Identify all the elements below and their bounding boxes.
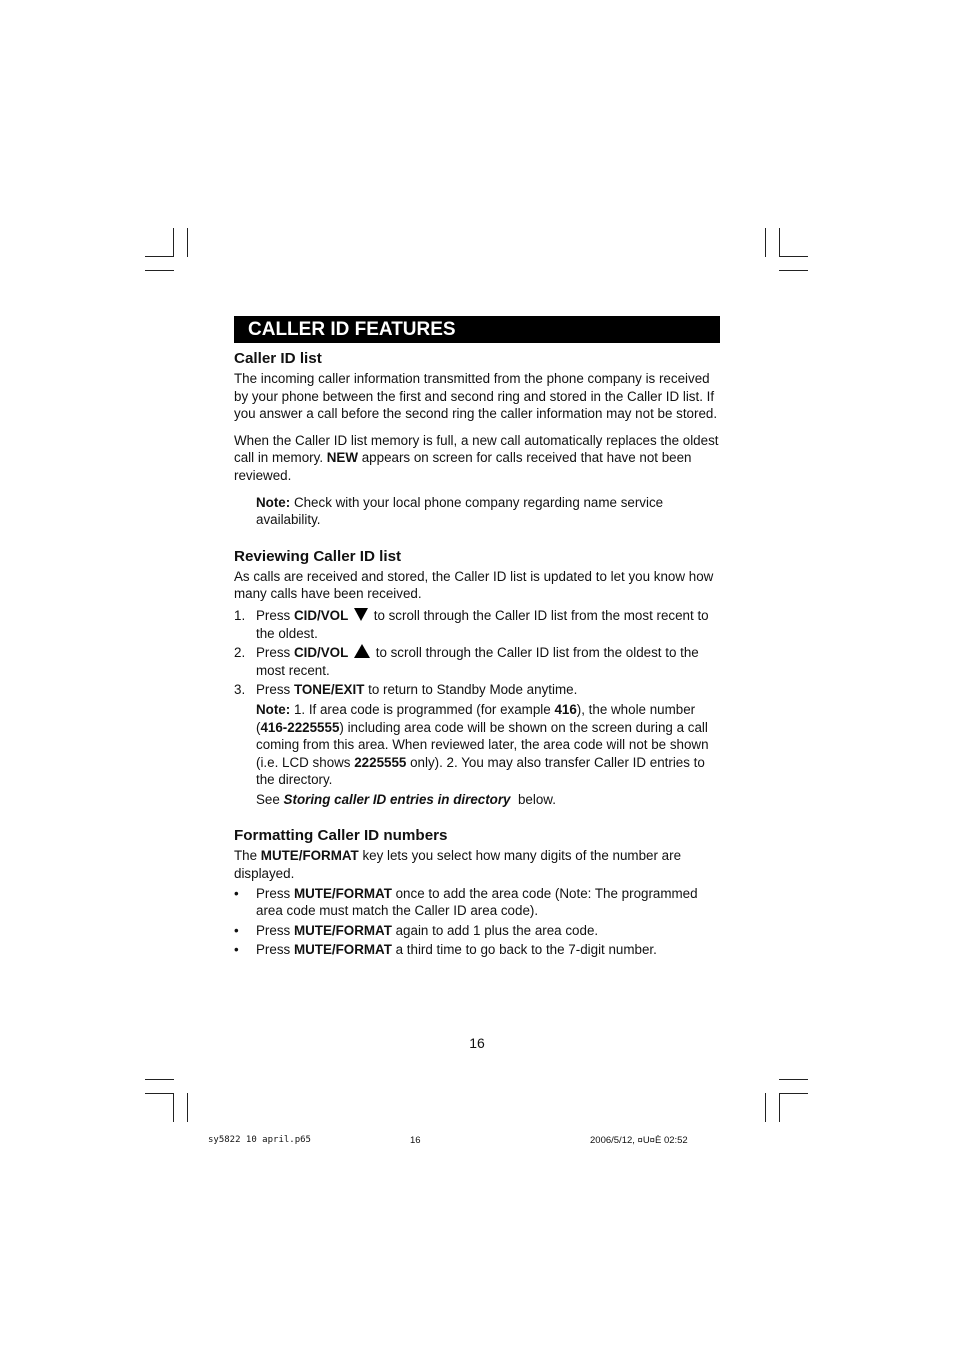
crop-mark <box>145 1093 174 1094</box>
crop-mark <box>779 256 808 257</box>
paragraph: The incoming caller information transmitted from the phone company is received by your phone between the first and second ring and stored in the Caller ID list. If you answer a call before the second ring the caller information may not be stored. <box>234 371 718 422</box>
page-number: 16 <box>469 1035 485 1051</box>
list-number: 2. <box>234 645 246 661</box>
text: to scroll through the Caller ID list from the oldest to the most recent. <box>256 645 699 678</box>
bold-text: NEW <box>326 450 359 466</box>
paragraph <box>234 847 724 882</box>
list-text <box>256 607 724 642</box>
bold-text: 416-2225555 <box>260 719 340 735</box>
text: key lets you select how many digits of the number are displayed. <box>234 848 682 882</box>
list-item <box>234 644 724 679</box>
key-name: MUTE/FORMAT <box>293 942 392 958</box>
bullet: • <box>234 885 239 901</box>
text: ), the whole number ( <box>256 701 696 735</box>
crop-mark <box>765 228 766 257</box>
crop-mark <box>187 1093 188 1122</box>
note <box>234 494 724 529</box>
crop-mark <box>779 1093 808 1094</box>
crop-mark <box>173 228 174 257</box>
text: Press <box>256 922 294 938</box>
crop-mark <box>173 1093 174 1122</box>
text: to scroll through the Caller ID list from the most recent to the oldest. <box>256 607 709 641</box>
crop-mark <box>145 256 174 257</box>
bold-text: 2225555 <box>354 754 407 770</box>
text: to return to Standby Mode anytime. <box>364 682 578 698</box>
text: 1. If area code is programmed (for example <box>290 701 555 717</box>
key-name: CID/VOL <box>293 645 349 661</box>
text: Press <box>256 682 294 698</box>
list-item <box>234 885 724 920</box>
text: When the Caller ID list memory is full, a new call automatically replaces the oldest call in memory. <box>234 432 719 466</box>
bullet: • <box>234 942 239 958</box>
text: See <box>256 791 284 807</box>
text: Press <box>256 607 294 623</box>
crop-mark <box>187 228 188 257</box>
paragraph: As calls are received and stored, the Caller ID list is updated to let you know how many calls have been received. <box>234 568 714 602</box>
text: The <box>234 848 261 864</box>
section-banner: CALLER ID FEATURES <box>234 316 720 343</box>
page-content <box>234 349 724 959</box>
key-name: TONE/EXIT <box>293 682 365 698</box>
text: below. <box>510 791 556 807</box>
list-text <box>256 922 724 940</box>
list-number: 1. <box>234 607 246 623</box>
crop-mark <box>765 1093 766 1122</box>
key-name: MUTE/FORMAT <box>293 922 392 938</box>
reference-text: Storing caller ID entries in directory <box>283 791 511 807</box>
note-label: Note: <box>256 494 291 510</box>
footer-date: 2006/5/12, ¤U¤È 02:52 <box>590 1135 688 1146</box>
text: Press <box>256 885 294 901</box>
text: appears on screen for calls received that have not been reviewed. <box>234 450 692 483</box>
list-item <box>234 607 724 642</box>
key-name: MUTE/FORMAT <box>260 848 359 864</box>
up-triangle-icon <box>354 644 370 658</box>
list-text <box>256 681 724 699</box>
section-heading: Formatting Caller ID numbers <box>234 827 448 845</box>
list-text <box>256 885 724 920</box>
list-text <box>256 941 724 959</box>
note-text: Check with your local phone company regarding name service availability. <box>256 494 664 528</box>
note-label: Note: <box>256 701 291 717</box>
text: ) including area code will be shown on the screen during a call coming from this area. When reviewed later, the area code will not be shown (i.e. LCD shows <box>256 719 709 770</box>
crop-mark <box>779 1079 808 1080</box>
list-number: 3. <box>234 682 246 698</box>
list-item <box>234 681 724 699</box>
text: Press <box>256 942 294 958</box>
note <box>234 701 724 789</box>
text: Press <box>256 645 294 661</box>
footer-filename: sy5822 10 april.p65 <box>208 1135 311 1145</box>
crop-mark <box>145 270 174 271</box>
crop-mark <box>779 1093 780 1122</box>
see-reference <box>234 791 724 809</box>
down-triangle-icon <box>354 608 368 621</box>
key-name: CID/VOL <box>293 607 349 623</box>
section-heading: Caller ID list <box>234 350 322 367</box>
list-item <box>234 941 724 959</box>
bullet: • <box>234 922 239 938</box>
text: a third time to go back to the 7-digit number. <box>391 942 657 958</box>
key-name: MUTE/FORMAT <box>293 885 392 901</box>
paragraph <box>234 432 724 485</box>
crop-mark <box>145 1079 174 1080</box>
crop-mark <box>779 270 808 271</box>
crop-mark <box>779 228 780 257</box>
text: only). 2. You may also transfer Caller ID entries to the directory. <box>256 754 705 788</box>
list-item <box>234 922 724 940</box>
list-text <box>256 644 724 679</box>
bold-text: 416 <box>554 701 577 717</box>
section-heading: Reviewing Caller ID list <box>234 547 402 565</box>
footer-page: 16 <box>410 1135 421 1146</box>
text: once to add the area code (Note: The programmed area code must match the Caller ID area code). <box>256 885 698 919</box>
text: again to add 1 plus the area code. <box>391 922 599 938</box>
